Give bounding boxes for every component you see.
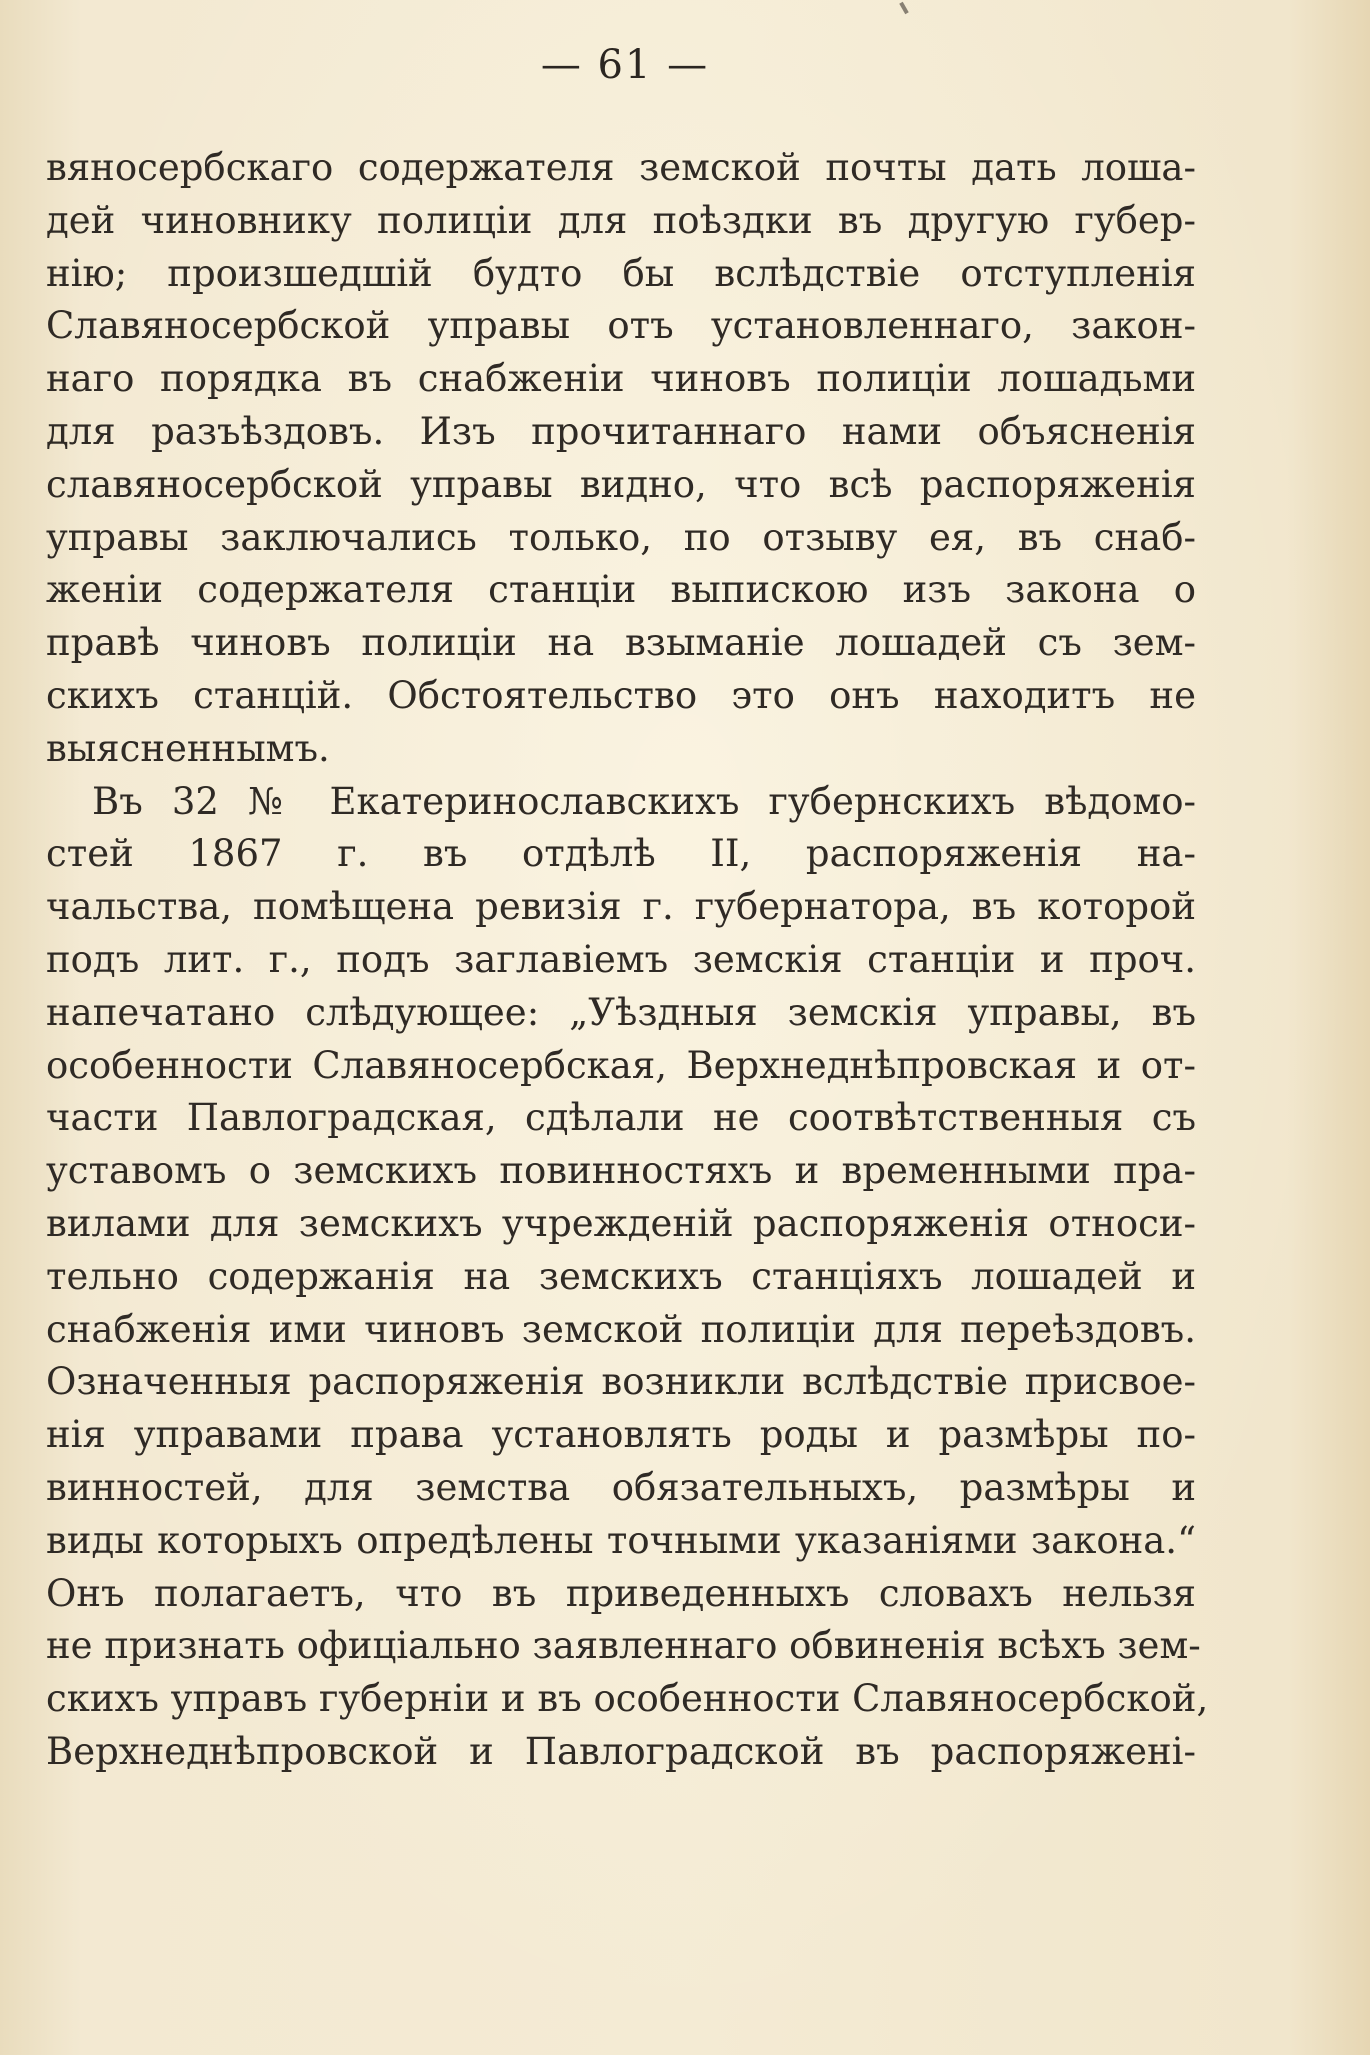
text-line: вяносербскаго содержателя земской почты дать лоша- [46,146,1196,189]
text-line: напечатано слѣдующее: „Уѣздныя земскія управы, въ [46,990,1196,1034]
text-line: дей чиновнику полиціи для поѣздки въ другую губер- [46,198,1196,242]
text-line: женіи содержателя станціи выпискою изъ закона о [46,568,1196,612]
text-line: скихъ управъ губерніи и въ особенности Славяносербской, [46,1677,1209,1721]
paragraph-start-line: Въ 32 № Екатеринославскихъ губернскихъ вѣдомо- [92,779,1196,823]
page-number: — 61 — [540,42,710,88]
text-line: Славяносербской управы отъ установленнаго, закон- [46,304,1196,348]
text-line: особенности Славяносербская, Верхнеднѣпровская и от- [46,1043,1196,1087]
text-line: нію; произшедшій будто бы вслѣдствіе отступленія [46,251,1196,295]
text-line: винностей, для земства обязательныхъ, размѣры и [46,1465,1196,1509]
text-line: скихъ станцій. Обстоятельство это онъ находитъ не [46,673,1196,717]
paragraph-end-line: выясненнымъ. [46,726,330,770]
text-line: наго порядка въ снабженіи чиновъ полиціи лошадьми [46,357,1196,401]
text-line: подъ лит. г., подъ заглавіемъ земскія станціи и проч. [46,937,1196,981]
text-line: стей 1867 г. въ отдѣлѣ II, распоряженія на- [46,832,1196,876]
text-line: не признать офиціально заявленнаго обвиненія всѣхъ зем- [46,1624,1201,1668]
text-line: вилами для земскихъ учрежденій распоряженія относи- [46,1201,1196,1245]
text-line: Верхнеднѣпровской и Павлоградской въ распоряжені- [46,1729,1196,1773]
body-text [46,142,1209,1779]
text-line: управы заключались только, по отзыву ея, въ снаб- [46,515,1196,559]
text-line: правѣ чиновъ полиціи на взыманіе лошадей съ зем- [46,621,1196,665]
text-line: виды которыхъ опредѣлены точными указаніями закона.“ [46,1518,1196,1562]
text-line: снабженія ими чиновъ земской полиціи для переѣздовъ. [46,1307,1196,1351]
text-line: для разъѣздовъ. Изъ прочитаннаго нами объясненія [46,409,1196,453]
text-line: тельно содержанія на земскихъ станціяхъ лошадей и [46,1254,1196,1298]
text-line: Онъ полагаетъ, что въ приведенныхъ словахъ нельзя [46,1571,1196,1615]
text-line: нія управами права установлять роды и размѣры по- [46,1413,1196,1457]
text-line: части Павлоградская, сдѣлали не соотвѣтственныя съ [46,1096,1196,1140]
text-line: чальства, помѣщена ревизія г. губернатора, въ которой [46,885,1196,929]
text-line: славяносербской управы видно, что всѣ распоряженія [46,462,1196,506]
text-line: Означенныя распоряженія возникли вслѣдствіе присвое- [46,1360,1196,1404]
text-line: уставомъ о земскихъ повинностяхъ и временными пра- [46,1149,1196,1193]
paper-speck [899,2,908,14]
